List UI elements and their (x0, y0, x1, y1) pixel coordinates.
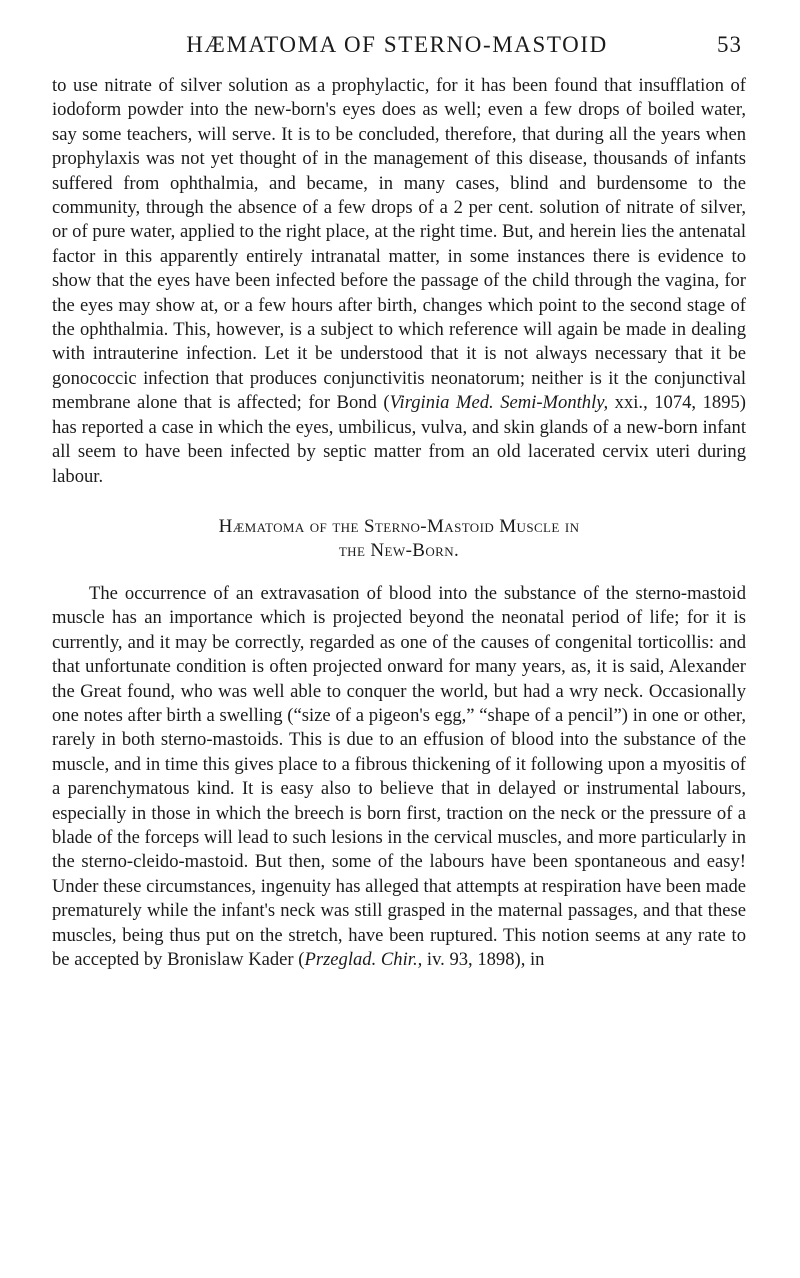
running-title: HÆMATOMA OF STERNO-MASTOID (186, 32, 608, 57)
page-number: 53 (717, 32, 742, 57)
paragraph-text: to use nitrate of silver solution as a prophylactic, for it has been found that insufflation of iodoform powder into the new-born's eyes does as well; even a few drops of boiled water, say some teachers, will serve. It is to be concluded, therefore, that during all the years when prophylaxis was not yet thought of in the management of this disease, thousands of infants suffered from ophthalmia, and became, in many cases, blind and burdensome to the community, through the absence of a few drops of a 2 per cent. solution of nitrate of silver, or of pure water, applied to the right place, at the right time. But, and herein lies the antenatal factor in this apparently entirely intranatal matter, in some instances there is evidence to show that the eyes have been infected before the passage of the child through the vagina, for the eyes may show at, or a few hours after birth, changes which point to the second stage of the ophthalmia. This, however, is a subject to which reference will again be made in dealing with intrauterine infection. Let it be understood that it is not always necessary that it be gonococcic infection that produces conjunctivitis neonatorum; neither is it the conjunctival membrane alone that is affected; for Bond ( (52, 75, 746, 414)
paragraph-continued (52, 74, 746, 489)
section-heading-line-1: Hæmatoma of the Sterno-Mastoid Muscle in (218, 515, 580, 537)
paragraph-text: The occurrence of an extravasation of blood into the substance of the sterno-mastoid muscle has an importance which is projected beyond the neonatal period of life; for it is currently, and it may be correctly, regarded as one of the causes of congenital torticollis: and that unfortunate condition is often projected onward for many years, as, it is said, Alexander the Great found, who was well able to conquer the world, but had a wry neck. Occasionally one notes after birth a swelling (“size of a pigeon's egg,” “shape of a pencil”) in one or other, rarely in both sterno-mastoids. This is due to an effusion of blood into the substance of the muscle, and in time this gives place to a fibrous thickening of it following upon a myositis of a parenchymatous kind. It is easy also to believe that in delayed or instrumental labours, especially in those in which the breech is born first, traction on the neck or the pressure of a blade of the forceps will lead to such lesions in the cervical muscles, and more particularly in the sterno-cleido-mastoid. But then, some of the labours have been spontaneous and easy! Under these circumstances, ingenuity has alleged that attempts at respiration have been made prematurely while the infant's neck was still grasped in the maternal passages, and that these muscles, being thus put on the stretch, have been ruptured. This notion seems at any rate to be accepted by Bronislaw Kader ( (52, 582, 746, 970)
journal-citation: Virginia Med. Semi-Monthly, (389, 392, 609, 414)
paragraph (52, 582, 746, 973)
running-head (52, 24, 742, 64)
paragraph-text-end: iv. 93, 1898), in (422, 949, 545, 970)
paragraph-text-end: xxi., 1074, 1895) has reported a case in which the eyes, umbilicus, vulva, and skin glands of a new-born infant all seem to have been infected by septic matter from an old lacerated cervix uteri during labour. (52, 392, 746, 487)
page-body (52, 74, 746, 972)
section-heading-line-2: the New-Born. (338, 539, 460, 561)
section-heading (52, 515, 746, 563)
journal-citation: Przeglad. Chir., (304, 949, 423, 970)
